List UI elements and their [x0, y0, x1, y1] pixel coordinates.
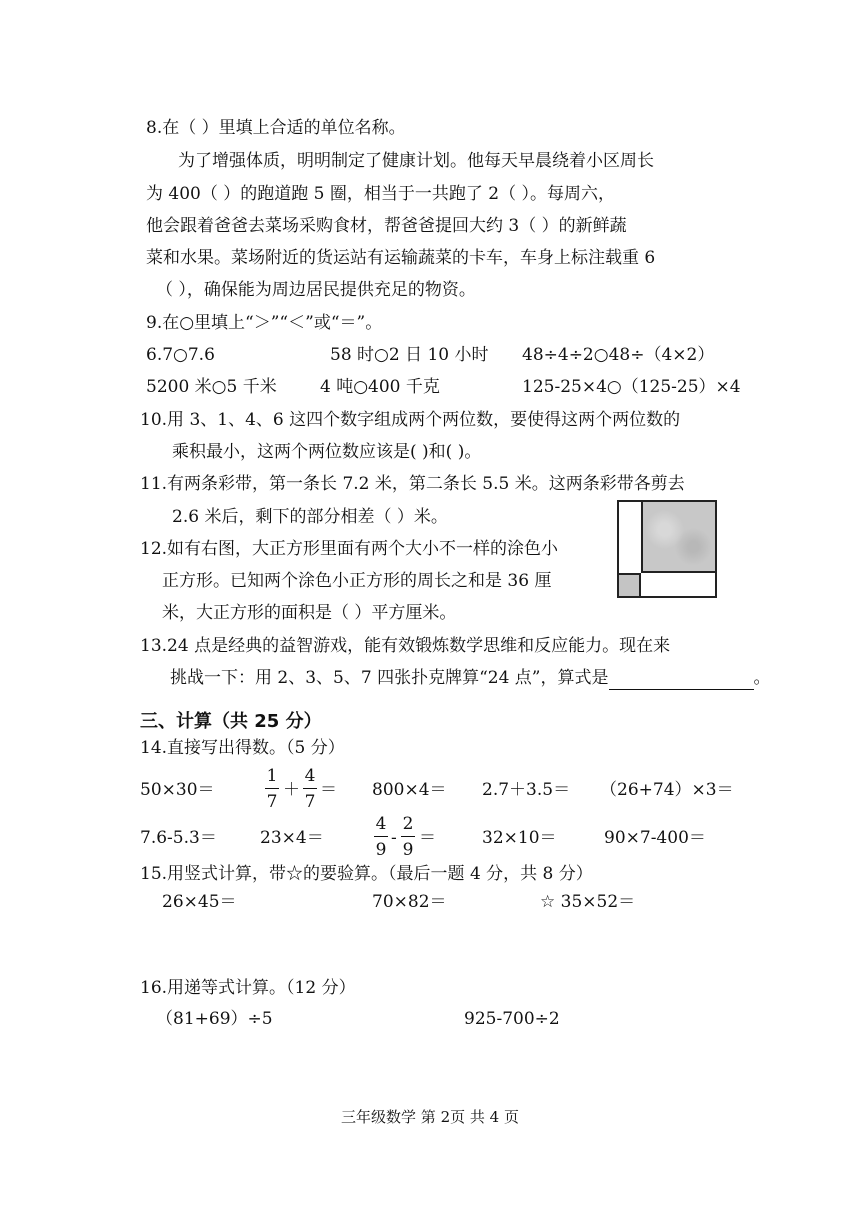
q8-line-2: 为 400（ ）的跑道跑 5 圈，相当于一共跑了 2（ ）。每周六，: [146, 184, 616, 204]
q11-line-1: 11.有两条彩带，第一条长 7.2 米，第二条长 5.5 米。这两条彩带各剪去: [140, 474, 685, 494]
section-title: 三、计算（共 25 分）: [140, 711, 322, 732]
large-shaded-square: [641, 502, 715, 573]
fraction: [401, 814, 415, 860]
denominator: 7: [266, 792, 278, 812]
q14-title: 14.直接写出得数。（5 分）: [140, 738, 345, 758]
q8-line-5: （ ），确保能为周边居民提供充足的物资。: [156, 280, 476, 300]
fraction: [265, 766, 279, 812]
q9-item: 58 时○2 日 10 小时: [330, 345, 489, 365]
operator: -: [391, 828, 397, 848]
numerator: 1: [266, 766, 278, 786]
page-footer: 三年级数学 第 2页 共 4 页: [341, 1108, 519, 1126]
q9-item: 6.7○7.6: [146, 345, 215, 365]
denominator: 7: [304, 792, 316, 812]
numerator: 4: [304, 766, 316, 786]
q16-item: （81+69）÷5: [156, 1009, 273, 1029]
operator: ＋: [283, 780, 300, 800]
q13-line-2-text: 挑战一下：用 2、3、5、7 四张扑克牌算“24 点”，算式是: [170, 668, 609, 688]
fraction: [303, 766, 317, 812]
q13-line-1: 13.24 点是经典的益智游戏，能有效锻炼数学思维和反应能力。现在来: [140, 636, 671, 656]
q12-line-3: 米，大正方形的面积是（ ）平方厘米。: [162, 603, 457, 623]
q9-item: 4 吨○400 千克: [320, 377, 440, 397]
q13-period: 。: [753, 668, 771, 688]
q12-line-1: 12.如有右图，大正方形里面有两个大小不一样的涂色小: [140, 539, 559, 559]
numerator: 4: [375, 814, 387, 834]
q14-item: 7.6-5.3＝: [140, 828, 217, 848]
q14-item: 32×10＝: [482, 828, 557, 848]
q14-item: 23×4＝: [260, 828, 324, 848]
q15-item: 70×82＝: [372, 892, 447, 912]
q15-item: ☆ 35×52＝: [540, 892, 636, 912]
q14-item: 800×4＝: [372, 780, 447, 800]
q10-line-2: 乘积最小，这两个两位数应该是( )和( )。: [172, 442, 482, 462]
q16-item: 925-700÷2: [464, 1009, 560, 1029]
q8-line-4: 菜和水果。菜场附近的货运站有运输蔬菜的卡车，车身上标注载重 6: [146, 248, 656, 268]
q10-line-1: 10.用 3、1、4、6 这四个数字组成两个两位数，要使得这两个两位数的: [140, 410, 681, 430]
denominator: 9: [402, 840, 414, 860]
denominator: 9: [375, 840, 387, 860]
q9-item: 48÷4÷2○48÷（4×2）: [522, 345, 715, 365]
equals: ＝: [320, 780, 337, 800]
q8-line-3: 他会跟着爸爸去菜场采购食材，帮爸爸提回大约 3（ ）的新鲜蔬: [146, 216, 627, 236]
squares-figure: [617, 500, 717, 598]
answer-blank[interactable]: [609, 671, 754, 690]
q14-item: 50×30＝: [140, 780, 215, 800]
q12-line-2: 正方形。已知两个涂色小正方形的周长之和是 36 厘: [162, 571, 552, 591]
q13-line-2: [170, 666, 771, 690]
q15-item: 26×45＝: [162, 892, 237, 912]
q14-item: （26+74）×3＝: [600, 780, 734, 800]
fraction: [374, 814, 388, 860]
q11-line-2: 2.6 米后，剩下的部分相差（ ）米。: [172, 507, 448, 527]
q16-title: 16.用递等式计算。（12 分）: [140, 978, 356, 998]
q8-line-1: 为了增强体质，明明制定了健康计划。他每天早晨绕着小区周长: [178, 151, 654, 171]
numerator: 2: [402, 814, 414, 834]
q8-title: 8.在（ ）里填上合适的单位名称。: [146, 118, 406, 138]
q14-item: 2.7＋3.5＝: [482, 780, 571, 800]
q9-title: 9.在○里填上“＞”“＜”或“＝”。: [146, 313, 383, 333]
q9-item: 5200 米○5 千米: [146, 377, 277, 397]
small-shaded-square: [619, 573, 641, 596]
equals: ＝: [419, 828, 436, 848]
q14-item: 90×7-400＝: [604, 828, 706, 848]
q9-item: 125-25×4○（125-25）×4: [522, 377, 741, 397]
q15-title: 15.用竖式计算，带☆的要验算。（最后一题 4 分，共 8 分）: [140, 864, 593, 884]
